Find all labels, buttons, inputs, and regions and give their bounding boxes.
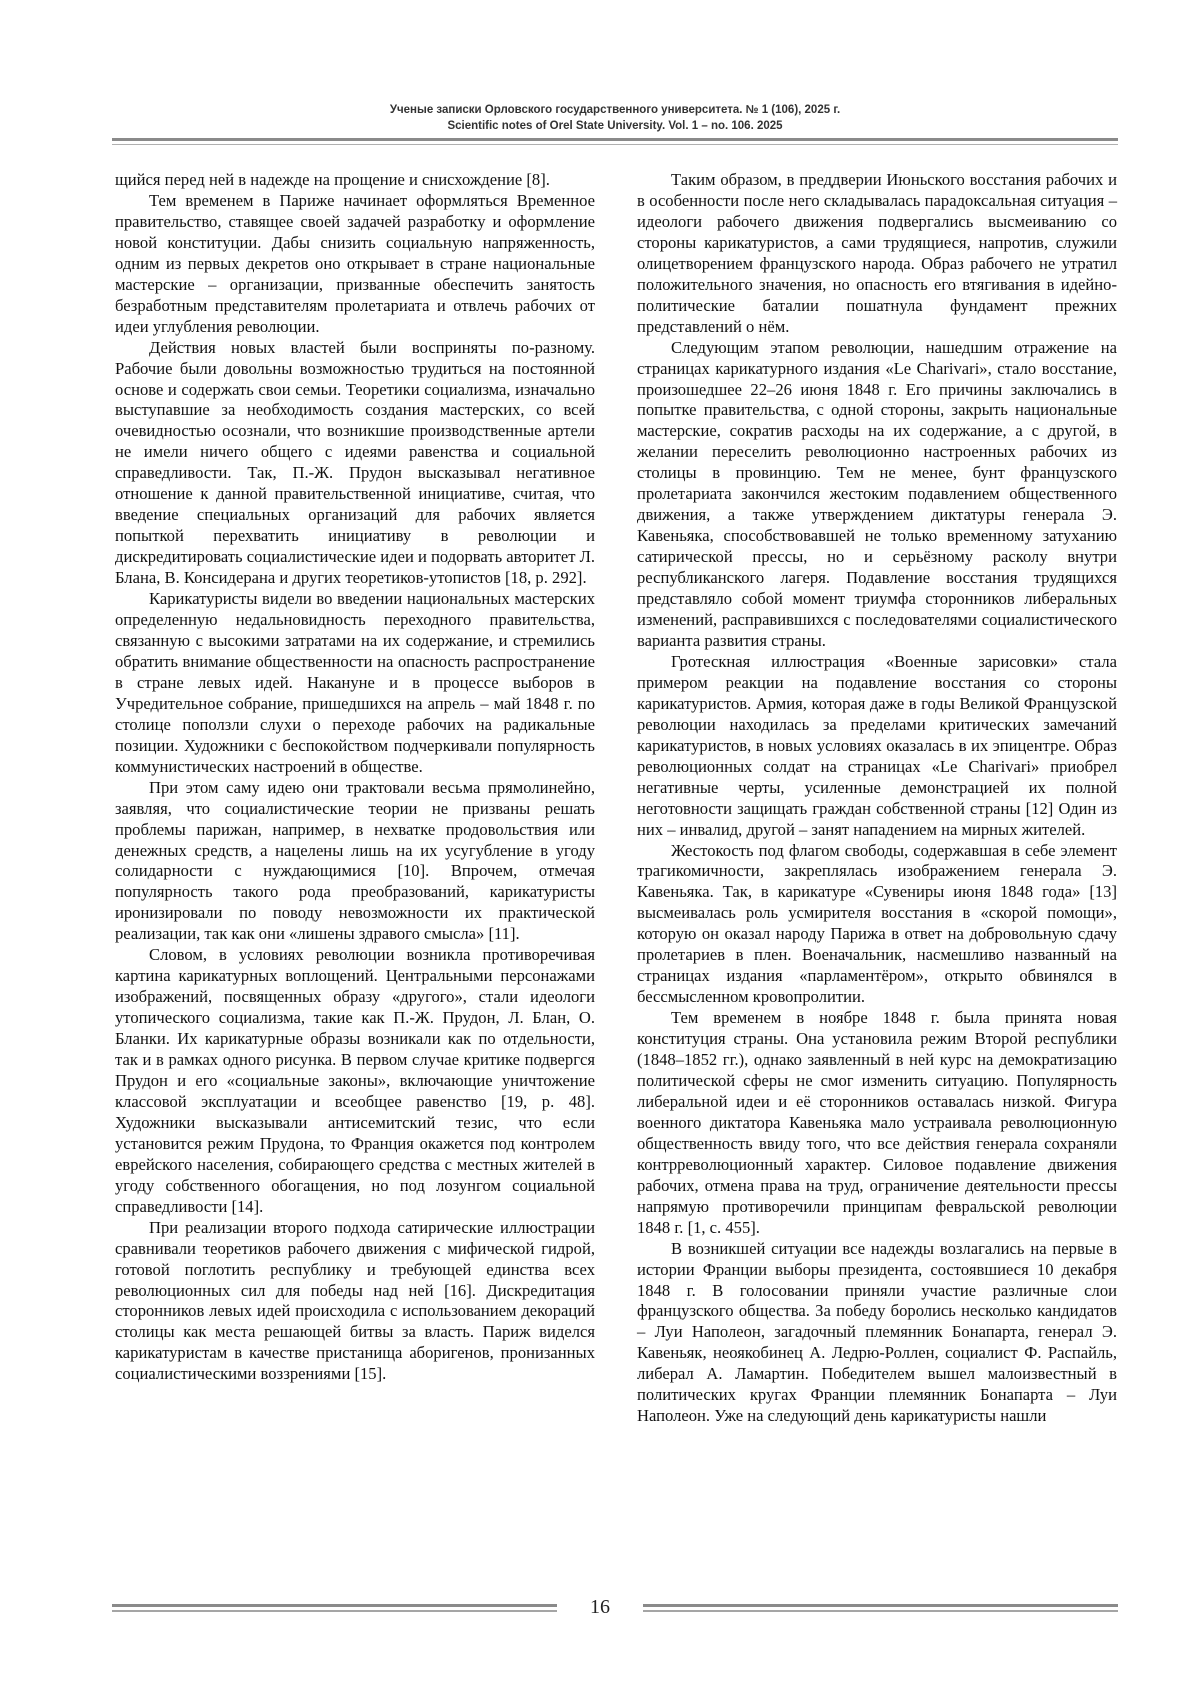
footer-rule-left (112, 1604, 557, 1607)
paragraph: Карикатуристы видели во введении национальных мастерских определенную недальновидность переходного правительства, связанную с высокими затратами на их содержание, и стремились обратить внимание общественности на опасность распространение в стране левых идей. Накануне и в процессе выборов в Учредительное собрание, пришедшихся на апрель – май 1848 г. по столице поползли слухи о переходе рабочих на радикальные позиции. Художники с беспокойством подчеркивали популярность коммунистических настроений в обществе. (115, 589, 595, 776)
footer-rule-right (643, 1604, 1118, 1607)
footer-rule-right-thin (643, 1610, 1118, 1612)
paragraph: При реализации второго подхода сатирические иллюстрации сравнивали теоретиков рабочего движения с мифической гидрой, готовой поглотить республику и требующей единства всех революционных сил для победы над ней [16]. Дискредитация сторонников левых идей происходила с использованием декораций столицы как места решающей битвы за власть. Париж виделся карикатуристам в качестве пристанища аборигенов, пронизанных социалистическими воззрениями [15]. (115, 1217, 595, 1384)
paragraph: При этом саму идею они трактовали весьма прямолинейно, заявляя, что социалистические теории не призваны решать проблемы парижан, например, в нехватке продовольствия или денежных средств, а нацелены лишь на их усугубление в угоду солидарности с нуждающимися [10]. Впрочем, отмечая популярность такого рода преобразований, карикатуристы иронизировали по поводу невозможности их практической реализации, так как они «лишены здравого смысла» [11]. (115, 777, 595, 944)
journal-header (112, 102, 1118, 134)
right-column (637, 170, 1117, 1427)
page-number: 16 (590, 1596, 610, 1618)
paragraph: Тем временем в ноябре 1848 г. была принята новая конституция страны. Она установила режим Второй республики (1848–1852 гг.), однако заявленный в ней курс на демократизацию политической сферы не смог изменить ситуацию. Популярность либеральной идеи и её сторонников оставалась низкой. Фигура военного диктатора Кавеньяка мало устраивала революционную общественность ввиду того, что все действия генерала сохраняли контрреволюционный характер. Силовое подавление движения рабочих, отмена права на труд, ограничение деятельности прессы напрямую противоречили принципам февральской революции 1848 г. [1, с. 455]. (637, 1008, 1117, 1237)
header-line-ru: Ученые записки Орловского государственного университета. № 1 (106), 2025 г. (389, 104, 841, 116)
paragraph: Словом, в условиях революции возникла противоречивая картина карикатурных воплощений. Центральными персонажами изображений, посвященных образу «другого», стали идеологи утопического социализма, такие как П.-Ж. Прудон, Л. Блан, О. Бланки. Их карикатурные образы возникали как по отдельности, так и в рамках одного рисунка. В первом случае критике подвергся Прудон и его «социальные законы», включающие уничтожение классовой эксплуатации и всеобщее равенство [19, p. 48]. Художники высказывали антисемитский тезис, что если установится режим Прудона, то Франция окажется под контролем еврейского населения, собирающего средства с местных жителей в угоду собственного обогащения, но под лозунгом социальной справедливости [14]. (115, 945, 595, 1216)
paragraph: щийся перед ней в надежде на прощение и снисхождение [8]. (115, 170, 550, 189)
left-column (115, 170, 595, 1385)
paragraph: В возникшей ситуации все надежды возлагались на первые в истории Франции выборы президента, состоявшиеся 10 декабря 1848 г. В голосовании приняли участие различные слои французского общества. За победу боролись несколько кандидатов – Луи Наполеон, загадочный племянник Бонапарта, генерал Э. Кавеньяк, неоякобинец А. Ледрю-Роллен, социалист Ф. Распайль, либерал А. Ламартин. Победителем вышел малоизвестный в политических кругах Франции племянник Бонапарта – Луи Наполеон. Уже на следующий день карикатуристы нашли (637, 1238, 1117, 1426)
paragraph: Жестокость под флагом свободы, содержавшая в себе элемент трагикомичности, закреплялась изображением генерала Э. Кавеньяка. Так, в карикатуре «Сувениры июня 1848 года» [13] высмеивалась роль усмирителя восстания в «скорой помощи», которую он оказал народу Парижа в ответ на добровольную сдачу пролетариев в плен. Военачальник, насмешливо названный на страницах издания «парламентёром», открыто обвинялся в бессмысленном кровопролитии. (637, 840, 1117, 1007)
paragraph: Действия новых властей были восприняты по-разному. Рабочие были довольны возможностью трудиться на постоянной основе и содержать свои семьи. Теоретики социализма, изначально выступавшие за необходимость создания мастерских, со всей очевидностью осознали, что возникшие производственные артели не имели ничего общего с идеями равенства и социальной справедливости. Так, П.-Ж. Прудон высказывал негативное отношение к данной правительственной инициативе, считая, что введение специальных организаций для рабочих является попыткой перехватить инициативу в революции и дискредитировать социалистические идеи и подорвать авторитет Л. Блана, В. Консидерана и других теоретиков-утопистов [18, p. 292]. (115, 337, 596, 588)
header-rule-thin (112, 144, 1118, 145)
paragraph: Таким образом, в преддверии Июньского восстания рабочих и в особенности после него складывалась парадоксальная ситуация – идеологи рабочего движения подвергались высмеиванию со стороны карикатуристов, а сами трудящиеся, напротив, служили олицетворением французского народа. Образ рабочего не утратил положительного значения, но опасность его втягивания в идейно-политические баталии пошатнула фундамент прежних представлений о нём. (637, 170, 1117, 336)
paragraph: Тем временем в Париже начинает оформляться Временное правительство, ставящее своей задачей разработку и оформление новой конституции. Дабы снизить социальную напряженность, одним из первых декретов оно открывает в стране национальные мастерские – организации, призванные обеспечить занятость безработным представителям пролетариата и отвлечь рабочих от идеи углубления революции. (115, 190, 595, 336)
footer-rule-left-thin (112, 1610, 557, 1612)
header-line-en: Scientific notes of Orel State University. Vol. 1 – no. 106. 2025 (447, 120, 783, 132)
header-rule (112, 138, 1118, 141)
paragraph: Гротескная иллюстрация «Военные зарисовки» стала примером реакции на подавление восстания со стороны карикатуристов. Армия, которая даже в годы Великой Французской революции находилась за пределами критических замечаний карикатуристов, в новых условиях оказалась в их эпицентре. Образ революционных солдат на страницах «Le Charivari» приобрел негативные черты, усиленные демонстрацией их полной неготовности защищать граждан собственной страны [12] Один из них – инвалид, другой – занят нападением на мирных жителей. (637, 651, 1117, 839)
paragraph: Следующим этапом революции, нашедшим отражение на страницах карикатурного издания «Le Charivari», стало восстание, произошедшее 22–26 июня 1848 г. Его причины заключались в попытке правительства, с одной стороны, закрыть национальные мастерские, сократив расходы на их содержание, а с другой, в желании переселить революционно настроенных рабочих из столицы в провинцию. Тем не менее, бунт французского пролетариата закончился жестоким подавлением общественного движения, а также утверждением диктатуры генерала Э. Кавеньяка, способствовавшей не только временному затуханию сатирической прессы, но и серьёзному расколу внутри республиканского лагеря. Подавление восстания трудящихся представляло собой момент триумфа сторонников либеральных изменений, расправившихся с последователями социалистического варианта развития страны. (637, 337, 1117, 650)
